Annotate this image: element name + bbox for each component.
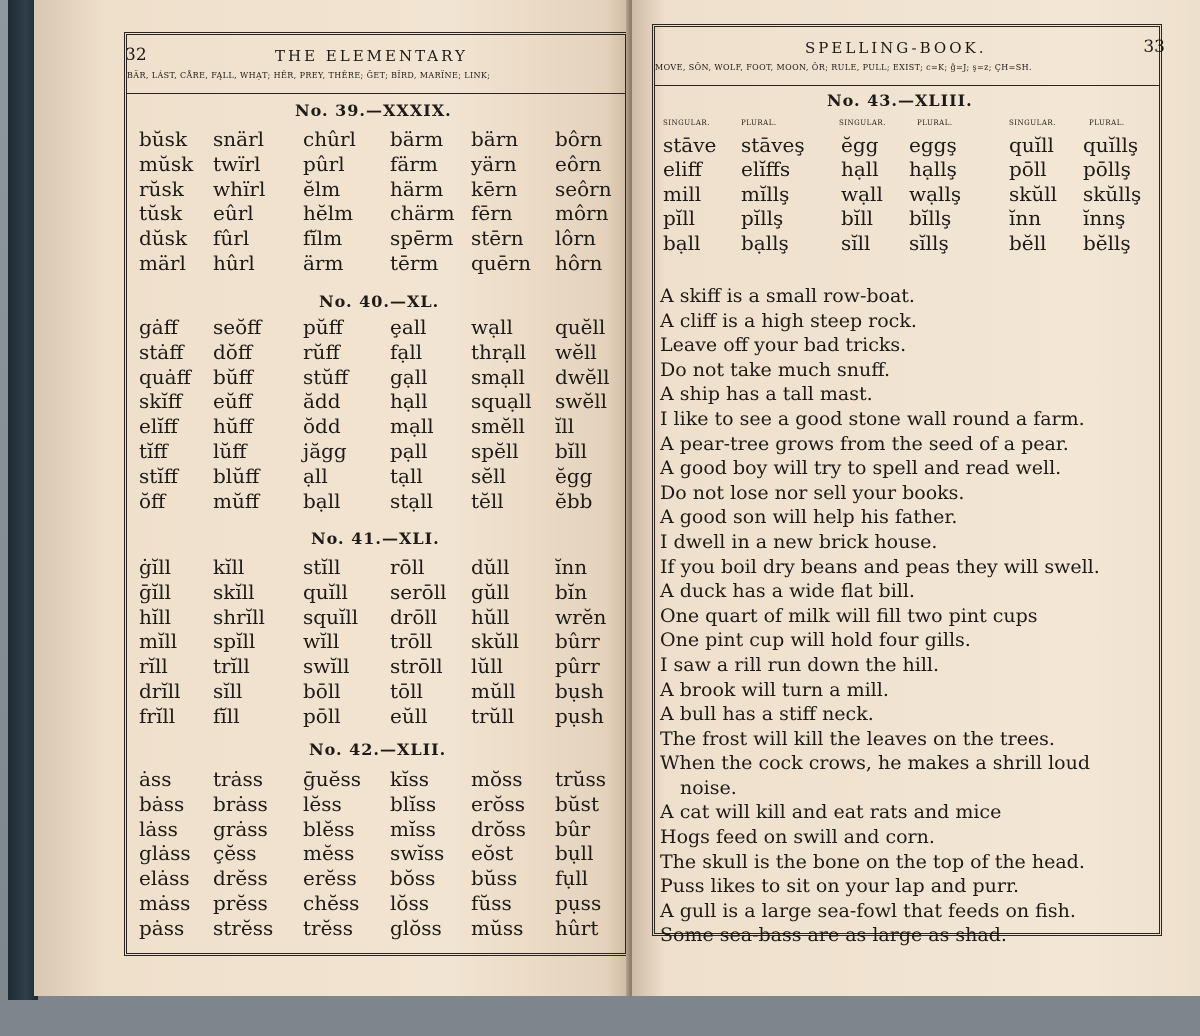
spelling-word: fĭll bbox=[213, 703, 240, 728]
spelling-word: blĕss bbox=[303, 816, 355, 841]
spelling-word: strĕss bbox=[213, 915, 274, 940]
spelling-word: hŭll bbox=[471, 604, 510, 629]
right-page-number: 33 bbox=[1143, 37, 1165, 57]
spelling-word: bôrn bbox=[555, 127, 603, 151]
spelling-word: eŏst bbox=[471, 841, 514, 866]
spelling-word: kĭll bbox=[213, 555, 245, 579]
spelling-word: ĭnn bbox=[1009, 206, 1042, 231]
section-heading-39: No. 39.—XXXIX. bbox=[295, 101, 452, 120]
right-page-frame bbox=[652, 24, 1165, 947]
reading-sentence: One pint cup will hold four gills. bbox=[660, 629, 971, 652]
spelling-word: bạll bbox=[663, 230, 701, 255]
spelling-word: eggş bbox=[909, 133, 957, 157]
spelling-word: mŏss bbox=[471, 767, 523, 791]
spelling-word: ădd bbox=[303, 389, 341, 414]
reading-sentence: A good boy will try to spell and read well. bbox=[660, 457, 1062, 480]
spelling-word: rĭll bbox=[139, 654, 168, 679]
section-heading-40: No. 40.—XL. bbox=[319, 292, 440, 311]
spelling-word: elĭffs bbox=[741, 157, 791, 182]
spelling-word: fụll bbox=[555, 866, 589, 891]
spelling-word: stȧff bbox=[139, 339, 184, 364]
spelling-word: bärn bbox=[471, 127, 519, 151]
spelling-word: hạll bbox=[841, 157, 879, 182]
spelling-word: bĕllş bbox=[1083, 230, 1131, 255]
spelling-word: hĭll bbox=[139, 604, 172, 629]
spelling-word: chärm bbox=[390, 201, 455, 226]
reading-sentence: A ship has a tall mast. bbox=[660, 383, 873, 406]
spelling-word: swĭll bbox=[303, 654, 350, 679]
spelling-word: mĕss bbox=[303, 841, 355, 866]
spelling-word: çĕss bbox=[213, 841, 257, 866]
reading-sentence: A good son will help his father. bbox=[660, 506, 958, 529]
spelling-word: tōll bbox=[390, 679, 423, 703]
spelling-word: stĭll bbox=[303, 555, 341, 579]
reading-sentence: Puss likes to sit on your lap and purr. bbox=[660, 875, 1020, 898]
spelling-word: spĕll bbox=[471, 439, 519, 463]
spelling-word: ärm bbox=[303, 251, 344, 275]
spelling-word: skŭll bbox=[471, 629, 520, 654]
spelling-word: fạll bbox=[390, 339, 423, 364]
spelling-word: mĭss bbox=[390, 816, 436, 841]
spelling-word: stērn bbox=[471, 226, 524, 251]
spelling-word: hôrn bbox=[555, 251, 603, 275]
spelling-word: tērm bbox=[390, 251, 439, 275]
spelling-word: pûrl bbox=[303, 151, 345, 176]
right-page bbox=[632, 0, 1200, 996]
reading-sentence: Leave off your bad tricks. bbox=[660, 334, 907, 357]
spelling-word: rŭff bbox=[303, 339, 340, 364]
spelling-word: bŏss bbox=[390, 866, 436, 891]
spelling-word: stĭff bbox=[139, 463, 178, 488]
reading-sentence: Hogs feed on swill and corn. bbox=[660, 826, 935, 849]
spelling-word: mŭsk bbox=[139, 151, 194, 176]
spelling-word: bụsh bbox=[555, 679, 604, 703]
spelling-word: jăgg bbox=[303, 439, 347, 463]
spelling-word: kērn bbox=[471, 176, 518, 201]
spelling-word: lôrn bbox=[555, 226, 596, 251]
reading-sentence: I dwell in a new brick house. bbox=[660, 530, 938, 553]
spelling-word: glȧss bbox=[139, 841, 191, 866]
spelling-word: chĕss bbox=[303, 891, 360, 915]
spelling-word: bûrr bbox=[555, 629, 600, 654]
spelling-word: stāve bbox=[663, 133, 717, 157]
reading-sentence: A pear-tree grows from the seed of a pear. bbox=[660, 432, 1069, 455]
spelling-word: fĭlm bbox=[303, 226, 343, 251]
spelling-word: härm bbox=[390, 176, 444, 201]
spelling-word: sĭll bbox=[213, 679, 243, 703]
spelling-word: erŏss bbox=[471, 791, 525, 816]
reading-sentence: The skull is the bone on the top of the head. bbox=[660, 850, 1085, 873]
spelling-word: pĭll bbox=[663, 206, 695, 231]
column-header-plural-3: PLURAL. bbox=[1089, 119, 1125, 127]
spelling-word: squĭll bbox=[303, 604, 359, 629]
spelling-word: ȧss bbox=[139, 767, 172, 791]
spelling-word: trȧss bbox=[213, 767, 264, 791]
spelling-word: ḡĭll bbox=[139, 579, 171, 604]
spelling-word: gȧff bbox=[139, 315, 178, 339]
reading-sentence: If you boil dry beans and peas they will swell. bbox=[660, 555, 1100, 578]
spelling-word: spĭll bbox=[213, 629, 256, 654]
spelling-word: bĭllş bbox=[909, 206, 952, 231]
spelling-word: bōll bbox=[303, 679, 341, 703]
reading-sentences bbox=[660, 284, 1100, 948]
spelling-word: gŭll bbox=[471, 579, 510, 604]
left-page-frame bbox=[124, 32, 628, 956]
spelling-word: eôrn bbox=[555, 151, 602, 176]
left-running-title: THE ELEMENTARY bbox=[275, 47, 468, 65]
spelling-word: lĕss bbox=[303, 791, 342, 816]
left-page bbox=[34, 0, 630, 996]
spelling-word: drĭll bbox=[139, 679, 181, 703]
spelling-word: frĭll bbox=[139, 703, 176, 728]
spelling-word: stāveş bbox=[741, 133, 805, 157]
spelling-word: tạll bbox=[390, 463, 423, 488]
spelling-word: bạll bbox=[303, 488, 341, 513]
spelling-word: drŏss bbox=[471, 816, 526, 841]
reading-sentence: A bull has a stiff neck. bbox=[660, 703, 874, 726]
spelling-word: hĕlm bbox=[303, 201, 354, 226]
spelling-word: ĭnnş bbox=[1083, 206, 1126, 231]
spelling-word: dŭll bbox=[471, 555, 510, 579]
reading-sentence: When the cock crows, he makes a shrill loud bbox=[660, 752, 1091, 775]
spelling-word: pĭllş bbox=[741, 206, 784, 231]
section-heading-41: No. 41.—XLI. bbox=[311, 529, 440, 548]
spelling-word: glŏss bbox=[390, 915, 442, 940]
spelling-word: dwĕll bbox=[555, 364, 610, 389]
spelling-word: lŭff bbox=[213, 439, 247, 463]
spelling-word: pȧss bbox=[139, 915, 185, 940]
spelling-word: quērn bbox=[471, 251, 531, 275]
reading-sentence: I like to see a good stone wall round a farm. bbox=[660, 407, 1085, 430]
spelling-word: mĭllş bbox=[741, 181, 790, 206]
spelling-word: quĭll bbox=[1009, 133, 1054, 157]
spelling-word: bĭll bbox=[555, 439, 587, 463]
spelling-word: chûrl bbox=[303, 127, 356, 151]
spelling-word: pōllş bbox=[1083, 157, 1131, 182]
spelling-word: skĭff bbox=[139, 389, 182, 414]
spelling-word: ĭll bbox=[555, 414, 575, 439]
reading-sentence: Do not lose nor sell your books. bbox=[660, 481, 965, 504]
spelling-word: fērn bbox=[471, 201, 513, 226]
spelling-word: bŭss bbox=[471, 866, 518, 891]
column-header-singular-2: SINGULAR. bbox=[839, 119, 886, 127]
spelling-word: sĭllş bbox=[909, 230, 949, 255]
spelling-word: ĭnn bbox=[555, 555, 588, 579]
spelling-word: bĕll bbox=[1009, 230, 1047, 255]
spelling-word: spērm bbox=[390, 226, 454, 251]
spelling-word: pōll bbox=[1009, 157, 1047, 182]
spelling-word: stŭff bbox=[303, 364, 349, 389]
right-running-head bbox=[655, 33, 1165, 59]
spelling-word: fûrl bbox=[213, 226, 250, 251]
spelling-word: lȧss bbox=[139, 816, 178, 841]
spelling-word: sĭll bbox=[841, 230, 871, 255]
left-pronunciation-key: BÄR, LÁST, CÅRE, FĄLL, WHẠT; HÊR, PREY, THÊRE; ĞET; BÏRD, MARÏNE; LINK; bbox=[127, 65, 625, 94]
spelling-word: hûrt bbox=[555, 915, 599, 940]
column-header-plural-1: PLURAL. bbox=[741, 119, 777, 127]
spelling-word: ḡuĕss bbox=[303, 767, 362, 791]
spelling-word: swĕll bbox=[555, 389, 608, 414]
reading-sentence: A cliff is a high steep rock. bbox=[660, 309, 917, 332]
spelling-word: bạllş bbox=[741, 230, 789, 255]
spelling-word: mȧss bbox=[139, 891, 191, 915]
spelling-word: wĭll bbox=[303, 629, 340, 654]
spelling-word: elȧss bbox=[139, 866, 190, 891]
spelling-word: hạllş bbox=[909, 157, 957, 182]
spelling-word: ĕlm bbox=[303, 176, 341, 201]
spelling-word: hŭff bbox=[213, 414, 253, 439]
right-pronunciation-key: MOVE, SŎN, WOLF, FOOT, MOON, ÔR; RULE, PULL; EXIST; c=K; ĝ=J; ş=z; ÇH=SH. bbox=[655, 57, 1159, 86]
spelling-word: elĭff bbox=[139, 414, 178, 439]
spelling-word: serōll bbox=[390, 579, 447, 604]
reading-sentence: A gull is a large sea-fowl that feeds on fish. bbox=[660, 899, 1076, 922]
spelling-word: trŭll bbox=[471, 703, 515, 728]
spelling-word: mill bbox=[663, 181, 702, 206]
reading-sentence: Some sea-bass are as large as shad. bbox=[660, 924, 1007, 947]
spelling-word: trŭss bbox=[555, 767, 607, 791]
spelling-word: grȧss bbox=[213, 816, 268, 841]
spelling-word: twïrl bbox=[213, 151, 261, 176]
spelling-word: môrn bbox=[555, 201, 609, 226]
spelling-word: kĭss bbox=[390, 767, 430, 791]
column-header-singular-3: SINGULAR. bbox=[1009, 119, 1056, 127]
spelling-word: tĕll bbox=[471, 488, 504, 513]
spelling-word: yärn bbox=[471, 151, 517, 176]
spelling-word: wĕll bbox=[555, 339, 597, 364]
spelling-word: blĭss bbox=[390, 791, 437, 816]
spelling-word: trĭll bbox=[213, 654, 250, 679]
spelling-word: ġĭll bbox=[139, 555, 171, 579]
spelling-word: bĭll bbox=[841, 206, 873, 231]
spelling-word: strōll bbox=[390, 654, 443, 679]
spelling-word: eliff bbox=[663, 157, 702, 182]
spelling-word: tĭff bbox=[139, 439, 168, 463]
spelling-word: lŭll bbox=[471, 654, 504, 679]
reading-sentence: The frost will kill the leaves on the trees. bbox=[660, 727, 1055, 750]
spelling-word: quĭll bbox=[303, 579, 348, 604]
spelling-word: mĭll bbox=[139, 629, 178, 654]
spelling-word: pụss bbox=[555, 891, 602, 915]
spelling-word: märl bbox=[139, 251, 186, 275]
spelling-word: blŭff bbox=[213, 463, 260, 488]
spelling-word: bŭsk bbox=[139, 127, 188, 151]
spelling-word: thrạll bbox=[471, 339, 527, 364]
spelling-word: ŏff bbox=[139, 488, 166, 513]
reading-sentence: noise. bbox=[680, 776, 737, 799]
spelling-word: lŏss bbox=[390, 891, 429, 915]
spelling-word: wạll bbox=[471, 315, 513, 339]
spelling-word: bụll bbox=[555, 841, 594, 866]
spelling-word: ĕbb bbox=[555, 488, 593, 513]
reading-sentence: I saw a rill run down the hill. bbox=[660, 653, 940, 676]
spelling-word: bĭn bbox=[555, 579, 588, 604]
spelling-word: drĕss bbox=[213, 866, 268, 891]
spelling-word: färm bbox=[390, 151, 438, 176]
reading-sentence: A cat will kill and eat rats and mice bbox=[660, 801, 1002, 824]
spelling-word: bŭst bbox=[555, 791, 599, 816]
column-header-plural-2: PLURAL. bbox=[917, 119, 953, 127]
spelling-word: skŭll bbox=[1009, 181, 1058, 206]
spelling-word: trōll bbox=[390, 629, 433, 654]
spelling-word: eŭll bbox=[390, 703, 428, 728]
section-heading-42: No. 42.—XLII. bbox=[309, 740, 447, 759]
spelling-word: fŭss bbox=[471, 891, 512, 915]
spelling-word: quĕll bbox=[555, 315, 606, 339]
spelling-word: pōll bbox=[303, 703, 341, 728]
spelling-word: sĕll bbox=[471, 463, 506, 488]
spelling-word: wrĕn bbox=[555, 604, 607, 629]
spelling-word: ĕgg bbox=[555, 463, 593, 488]
spelling-word: trĕss bbox=[303, 915, 353, 940]
spelling-word: ȩall bbox=[390, 315, 427, 339]
spelling-word: eûrl bbox=[213, 201, 254, 226]
spelling-word: seŏff bbox=[213, 315, 262, 339]
reading-sentence: Do not take much snuff. bbox=[660, 358, 891, 381]
spelling-word: squạll bbox=[471, 389, 532, 414]
column-header-singular-1: SINGULAR. bbox=[663, 119, 710, 127]
reading-sentence: A skiff is a small row-boat. bbox=[660, 285, 915, 307]
spelling-word: smạll bbox=[471, 364, 525, 389]
reading-sentence: One quart of milk will fill two pint cups bbox=[660, 604, 1038, 627]
left-page-number: 32 bbox=[125, 45, 147, 65]
spelling-word: skĭll bbox=[213, 579, 255, 604]
right-running-title: SPELLING-BOOK. bbox=[805, 39, 987, 57]
spelling-word: skŭllş bbox=[1083, 181, 1142, 206]
spelling-word: pụsh bbox=[555, 703, 604, 728]
spelling-word: hạll bbox=[390, 389, 428, 414]
spelling-word: mạll bbox=[390, 414, 434, 439]
spelling-word: hûrl bbox=[213, 251, 255, 275]
spelling-word: brȧss bbox=[213, 791, 268, 816]
spelling-word: seôrn bbox=[555, 176, 612, 201]
spelling-word: bŭff bbox=[213, 364, 253, 389]
spelling-word: whïrl bbox=[213, 176, 266, 201]
spelling-word: prĕss bbox=[213, 891, 268, 915]
spelling-word: bûr bbox=[555, 816, 591, 841]
section-heading-43: No. 43.—XLIII. bbox=[827, 91, 973, 110]
spelling-word: mŭff bbox=[213, 488, 260, 513]
spelling-word: erĕss bbox=[303, 866, 357, 891]
spelling-word: pŭff bbox=[303, 315, 343, 339]
spelling-word: mŭll bbox=[471, 679, 516, 703]
spelling-word: snärl bbox=[213, 127, 265, 151]
spelling-word: bȧss bbox=[139, 791, 185, 816]
spelling-word: rōll bbox=[390, 555, 425, 579]
spelling-word: stạll bbox=[390, 488, 434, 513]
left-running-head bbox=[127, 41, 625, 67]
spelling-word: gạll bbox=[390, 364, 428, 389]
spelling-word: ĕgg bbox=[841, 133, 879, 157]
spelling-word: shrĭll bbox=[213, 604, 265, 629]
spelling-word: smĕll bbox=[471, 414, 525, 439]
spelling-word: dŏff bbox=[213, 339, 253, 364]
spelling-word: dŭsk bbox=[139, 226, 188, 251]
spelling-word: tŭsk bbox=[139, 201, 183, 226]
reading-sentence: A duck has a wide flat bill. bbox=[660, 580, 915, 603]
spelling-word: bärm bbox=[390, 127, 444, 151]
spelling-word: pûrr bbox=[555, 654, 600, 679]
spelling-word: wạllş bbox=[909, 181, 962, 206]
spelling-word: quȧff bbox=[139, 364, 191, 389]
spelling-word: pạll bbox=[390, 439, 428, 463]
reading-sentence: A brook will turn a mill. bbox=[660, 678, 889, 701]
spelling-word: mŭss bbox=[471, 915, 524, 940]
spelling-word: rŭsk bbox=[139, 176, 184, 201]
spelling-word: quĭllş bbox=[1083, 133, 1139, 157]
spelling-word: eŭff bbox=[213, 389, 252, 414]
spelling-word: wạll bbox=[841, 181, 883, 206]
spelling-word: ạll bbox=[303, 463, 328, 488]
spelling-word: drōll bbox=[390, 604, 438, 629]
spelling-word: ŏdd bbox=[303, 414, 341, 439]
spelling-word: swĭss bbox=[390, 841, 445, 866]
